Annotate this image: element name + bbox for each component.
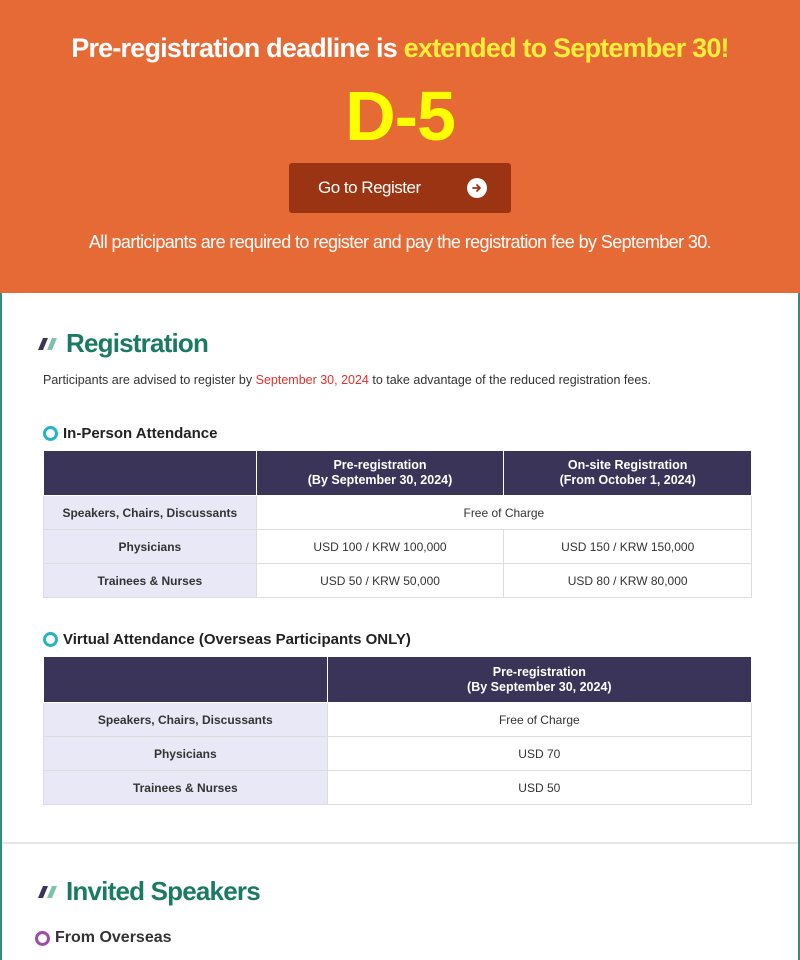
in-person-heading	[43, 425, 217, 442]
row-category: Physicians	[44, 530, 257, 564]
virtual-heading	[43, 631, 411, 648]
fee-cell: USD 150 / KRW 150,000	[504, 530, 752, 564]
banner-title	[0, 33, 800, 64]
table-header-row	[44, 451, 752, 496]
registration-heading	[37, 328, 208, 359]
countdown-label: D-5	[345, 77, 455, 155]
row-category: Physicians	[44, 737, 328, 771]
from-overseas-label: From Overseas	[55, 929, 172, 946]
fee-cell: Free of Charge	[327, 703, 751, 737]
invited-speakers-heading	[37, 876, 260, 907]
intro-text-before: Participants are advised to register by	[43, 373, 256, 387]
in-person-heading-label: In-Person Attendance	[63, 425, 218, 442]
table-corner-cell	[44, 451, 257, 496]
registration-title: Registration	[66, 328, 209, 358]
column-header-line: (By September 30, 2024)	[467, 679, 612, 694]
double-slash-icon	[37, 335, 61, 353]
registration-intro	[43, 373, 651, 387]
row-category: Speakers, Chairs, Discussants	[44, 703, 328, 737]
column-header-line: (By September 30, 2024)	[307, 473, 453, 487]
arrow-right-circle-icon	[467, 178, 487, 198]
table-corner-cell	[44, 657, 328, 703]
column-header-line: Pre-registration	[333, 458, 427, 472]
virtual-heading-label: Virtual Attendance (Overseas Participants ONLY)	[63, 631, 411, 648]
fee-cell: Free of Charge	[256, 496, 751, 530]
row-category: Trainees & Nurses	[44, 771, 328, 805]
virtual-fee-table	[43, 656, 752, 805]
intro-deadline-date: September 30, 2024	[255, 373, 369, 387]
table-row	[44, 564, 752, 598]
row-category: Trainees & Nurses	[44, 564, 257, 598]
section-divider	[2, 842, 798, 844]
column-header-pre-registration	[256, 451, 504, 496]
from-overseas-heading	[35, 929, 172, 947]
table-row	[44, 737, 752, 771]
fee-cell: USD 50	[327, 771, 751, 805]
column-header-onsite-registration	[504, 451, 752, 496]
fee-cell: USD 100 / KRW 100,000	[256, 530, 504, 564]
banner-title-highlight: extended to September 30!	[403, 33, 729, 63]
in-person-fee-table	[43, 450, 752, 598]
row-category: Speakers, Chairs, Discussants	[44, 496, 257, 530]
circle-bullet-icon	[35, 931, 50, 946]
go-to-register-button[interactable]	[289, 163, 511, 213]
column-header-line: (From October 1, 2024)	[559, 473, 696, 487]
intro-text-after: to take advantage of the reduced registration fees.	[368, 373, 652, 387]
table-row	[44, 530, 752, 564]
column-header-pre-registration	[327, 657, 751, 703]
double-slash-icon	[37, 883, 61, 901]
fee-cell: USD 80 / KRW 80,000	[504, 564, 752, 598]
fee-cell: USD 50 / KRW 50,000	[256, 564, 504, 598]
column-header-line: Pre-registration	[492, 664, 586, 679]
banner-note: All participants are required to register and pay the registration fee by September 30.	[88, 232, 712, 252]
deadline-banner	[0, 0, 800, 293]
circle-bullet-icon	[43, 426, 58, 441]
invited-speakers-title: Invited Speakers	[66, 876, 260, 906]
circle-bullet-icon	[43, 632, 58, 647]
table-row	[44, 771, 752, 805]
column-header-line: On-site Registration	[567, 458, 688, 472]
fee-cell: USD 70	[327, 737, 751, 771]
table-header-row	[44, 657, 752, 703]
register-button-label: Go to Register	[318, 178, 421, 197]
table-row	[44, 703, 752, 737]
table-row	[44, 496, 752, 530]
banner-title-prefix: Pre-registration deadline is	[71, 33, 404, 63]
